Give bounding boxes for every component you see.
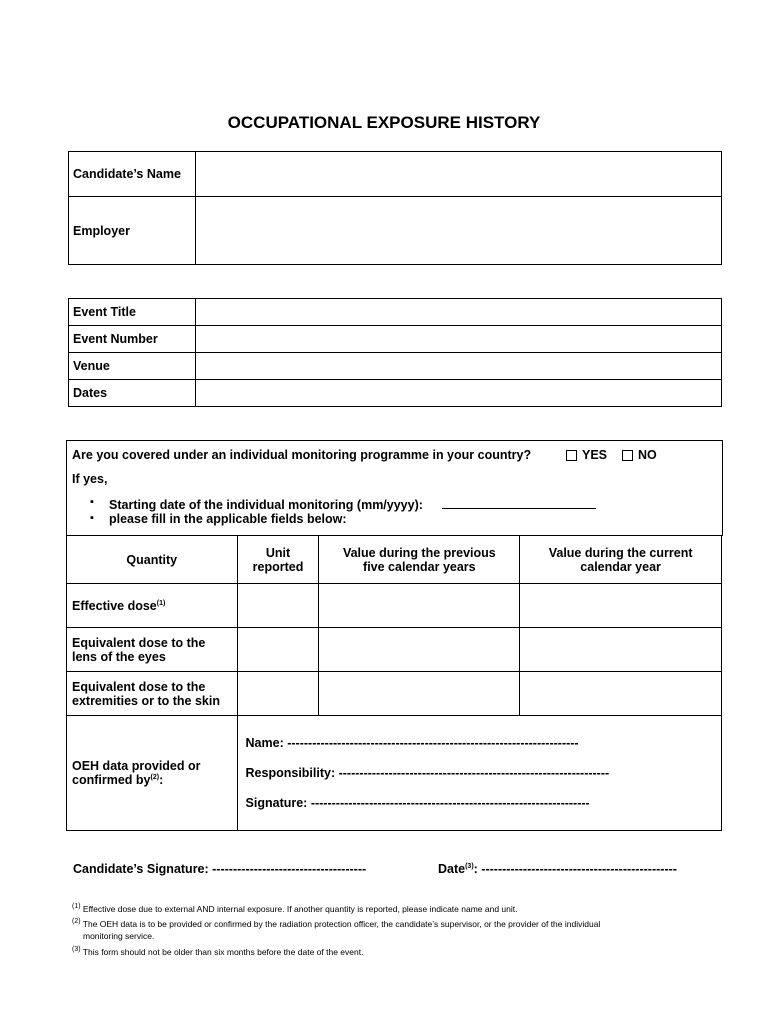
current-year-header [520, 536, 722, 584]
previous-years-header [319, 536, 520, 584]
no-label: NO [638, 448, 657, 462]
dates-label: Dates [69, 380, 196, 407]
oeh-signature-line[interactable]: Signature: ------------------------------------------------------------------- [245, 796, 590, 810]
previous-years-line1: Value during the previous [342, 545, 496, 560]
monitoring-question: Are you covered under an individual monitoring programme in your country? [72, 448, 532, 462]
unit-header-line2: reported [252, 559, 304, 574]
effective-dose-label [67, 584, 238, 628]
candidate-name-label: Candidate’s Name [69, 152, 196, 197]
oeh-label-line2: confirmed by [72, 773, 151, 787]
event-number-field[interactable] [196, 326, 722, 353]
current-year-line2: calendar year [580, 559, 661, 574]
event-number-label: Event Number [69, 326, 196, 353]
footnote-1-text: Effective dose due to external AND internal exposure. If another quantity is reported, please indicate name and unit. [80, 903, 518, 914]
skin-dose-label [67, 672, 238, 716]
employer-field[interactable] [196, 197, 722, 265]
venue-field[interactable] [196, 353, 722, 380]
oeh-label-line2-wrap [72, 773, 237, 787]
oeh-label-sup: (2) [150, 773, 160, 781]
effective-dose-unit-field[interactable] [237, 584, 319, 628]
previous-years-line2: five calendar years [363, 559, 476, 574]
unit-header [237, 536, 319, 584]
venue-label: Venue [69, 353, 196, 380]
bullet-start-date [90, 496, 596, 512]
oeh-label [67, 716, 238, 831]
yes-option[interactable] [566, 448, 607, 462]
oeh-details [237, 716, 721, 831]
candidate-signature-line[interactable]: Candidate’s Signature: ------------------------------------- [73, 862, 367, 876]
yes-checkbox[interactable] [566, 450, 577, 461]
footnote-1-marker: (1) [72, 903, 81, 910]
skin-dose-line2: extremities or to the skin [72, 693, 220, 708]
event-title-field[interactable] [196, 299, 722, 326]
footnote-2 [72, 916, 692, 942]
if-yes-text: If yes, [72, 472, 108, 486]
lens-dose-previous-field[interactable] [319, 628, 520, 672]
effective-dose-sup: (1) [156, 599, 166, 607]
oeh-responsibility-line[interactable]: Responsibility: ----------------------------------------------------------------- [245, 766, 610, 780]
lens-dose-label [67, 628, 238, 672]
footnote-3-text: This form should not be older than six months before the date of the event. [80, 946, 364, 957]
footnote-2-marker: (2) [72, 918, 81, 925]
dose-table [66, 535, 722, 831]
date-label: Date [438, 862, 466, 876]
start-date-field[interactable] [442, 496, 596, 509]
footnote-2-line2: monitoring service. [83, 930, 155, 941]
bullet-fill-fields [90, 512, 347, 526]
lens-dose-current-field[interactable] [520, 628, 722, 672]
no-option[interactable] [622, 448, 657, 462]
candidate-table [68, 151, 722, 265]
quantity-header: Quantity [67, 536, 238, 584]
date-line[interactable] [438, 862, 677, 876]
lens-dose-line1: Equivalent dose to the [72, 635, 206, 650]
employer-label: Employer [69, 197, 196, 265]
footnote-1 [72, 901, 692, 915]
skin-dose-current-field[interactable] [520, 672, 722, 716]
event-table [68, 298, 722, 407]
start-date-text: Starting date of the individual monitoring (mm/yyyy): [109, 498, 423, 512]
effective-dose-previous-field[interactable] [319, 584, 520, 628]
oeh-label-colon: : [159, 773, 164, 787]
date-sup: (3) [465, 862, 474, 870]
candidate-name-field[interactable] [196, 152, 722, 197]
event-title-label: Event Title [69, 299, 196, 326]
date-dashes: : ----------------------------------------------- [473, 862, 677, 876]
no-checkbox[interactable] [622, 450, 633, 461]
footnote-3 [72, 944, 692, 958]
unit-header-line1: Unit [265, 545, 291, 560]
oeh-label-line1: OEH data provided or [72, 759, 201, 773]
effective-dose-current-field[interactable] [520, 584, 722, 628]
skin-dose-unit-field[interactable] [237, 672, 319, 716]
skin-dose-line1: Equivalent dose to the [72, 679, 206, 694]
footnote-3-marker: (3) [72, 946, 81, 953]
dates-field[interactable] [196, 380, 722, 407]
skin-dose-previous-field[interactable] [319, 672, 520, 716]
oeh-name-line[interactable]: Name: ---------------------------------------------------------------------- [245, 736, 579, 750]
current-year-line1: Value during the current [548, 545, 693, 560]
lens-dose-unit-field[interactable] [237, 628, 319, 672]
yes-label: YES [582, 448, 608, 462]
footnote-2-text: The OEH data is to be provided or confirmed by the radiation protection officer, the candidate’s supervisor, or the provider of the individual [80, 918, 601, 929]
fill-fields-text: please fill in the applicable fields below: [109, 512, 347, 526]
page-title: OCCUPATIONAL EXPOSURE HISTORY [227, 113, 541, 132]
effective-dose-text: Effective dose [72, 598, 157, 613]
lens-dose-line2: lens of the eyes [72, 649, 166, 664]
